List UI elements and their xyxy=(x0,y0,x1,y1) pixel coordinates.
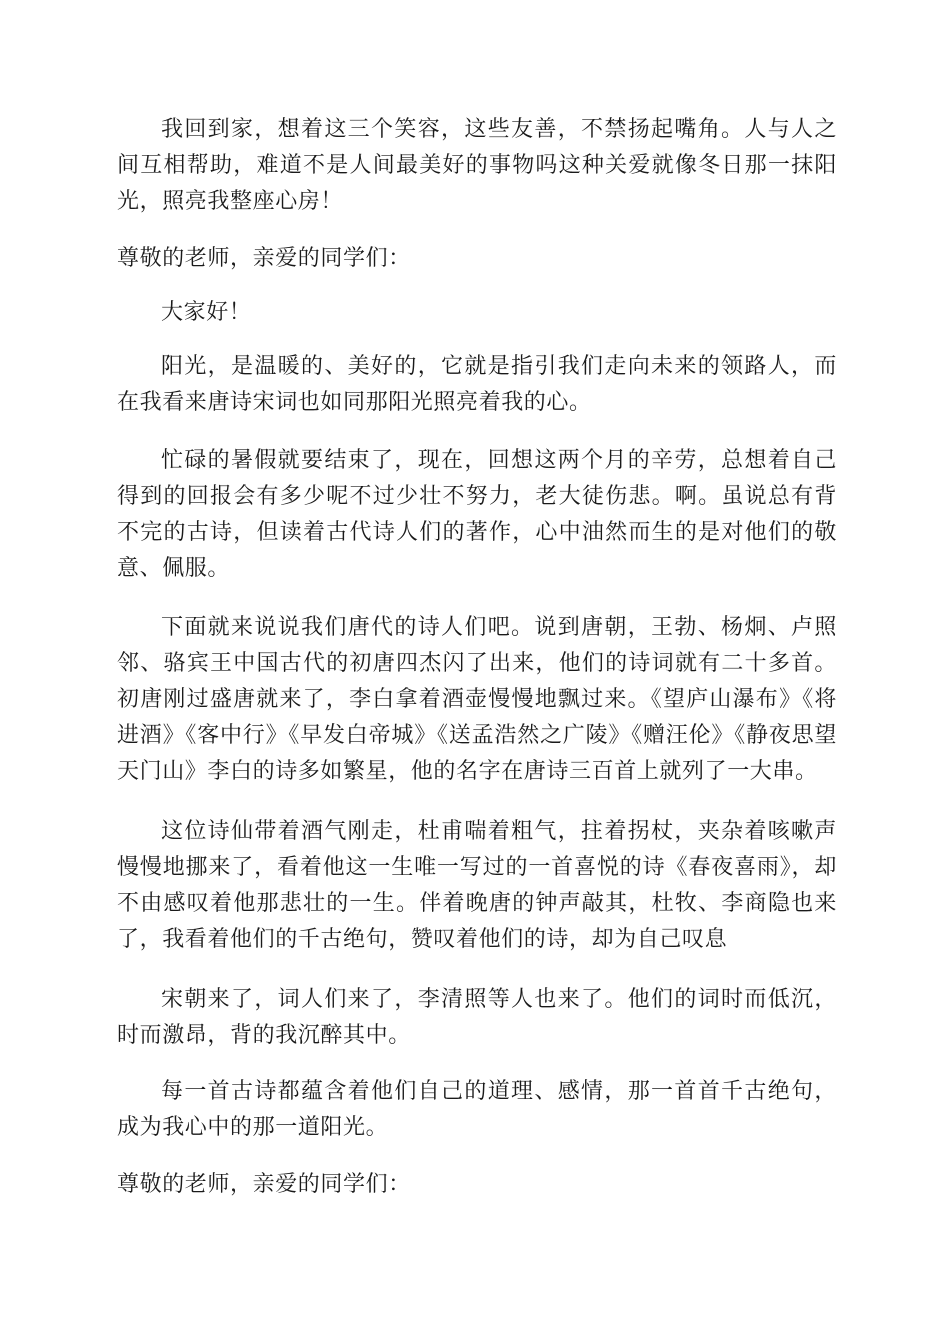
paragraph-sunshine: 阳光，是温暖的、美好的，它就是指引我们走向未来的领路人，而在我看来唐诗宋词也如同那阳光照亮着我的心。 xyxy=(117,354,837,415)
paragraph-tang-poets: 下面就来说说我们唐代的诗人们吧。说到唐朝，王勃、杨炯、卢照邻、骆宾王中国古代的初唐四杰闪了出来，他们的诗词就有二十多首。初唐刚过盛唐就来了，李白拿着酒壶慢慢地飘过来。《望庐山瀑布》《将进酒》《客中行》《早发白帝城》《送孟浩然之广陵》《赠汪伦》《静夜思望天门山》李白的诗多如繁星，他的名字在唐诗三百首上就列了一大串。 xyxy=(117,615,837,784)
paragraph-reflection: 我回到家，想着这三个笑容，这些友善，不禁扬起嘴角。人与人之间互相帮助，难道不是人间最美好的事物吗这种关爱就像冬日那一抹阳光，照亮我整座心房！ xyxy=(117,117,837,214)
paragraph-song: 宋朝来了，词人们来了，李清照等人也来了。他们的词时而低沉，时而激昂，背的我沉醉其中。 xyxy=(117,987,837,1048)
salutation-repeat: 尊敬的老师，亲爱的同学们： xyxy=(117,1172,411,1197)
paragraph-summer: 忙碌的暑假就要结束了，现在，回想这两个月的辛劳，总想着自己得到的回报会有多少呢不过少壮不努力，老大徒伤悲。啊。虽说总有背不完的古诗，但读着古代诗人们的著作，心中油然而生的是对他们的敬意、佩服。 xyxy=(117,448,837,581)
salutation: 尊敬的老师，亲爱的同学们： xyxy=(117,246,411,271)
paragraph-du-fu: 这位诗仙带着酒气刚走，杜甫喘着粗气，拄着拐杖，夹杂着咳嗽声慢慢地挪来了，看着他这一生唯一写过的一首喜悦的诗《春夜喜雨》，却不由感叹着他那悲壮的一生。伴着晚唐的钟声敲其，杜牧、李商隐也来了，我看着他们的千古绝句，赞叹着他们的诗，却为自己叹息 xyxy=(117,819,837,952)
greeting: 大家好！ xyxy=(161,300,252,325)
paragraph-conclusion: 每一首古诗都蕴含着他们自己的道理、感情，那一首首千古绝句，成为我心中的那一道阳光。 xyxy=(117,1079,837,1140)
